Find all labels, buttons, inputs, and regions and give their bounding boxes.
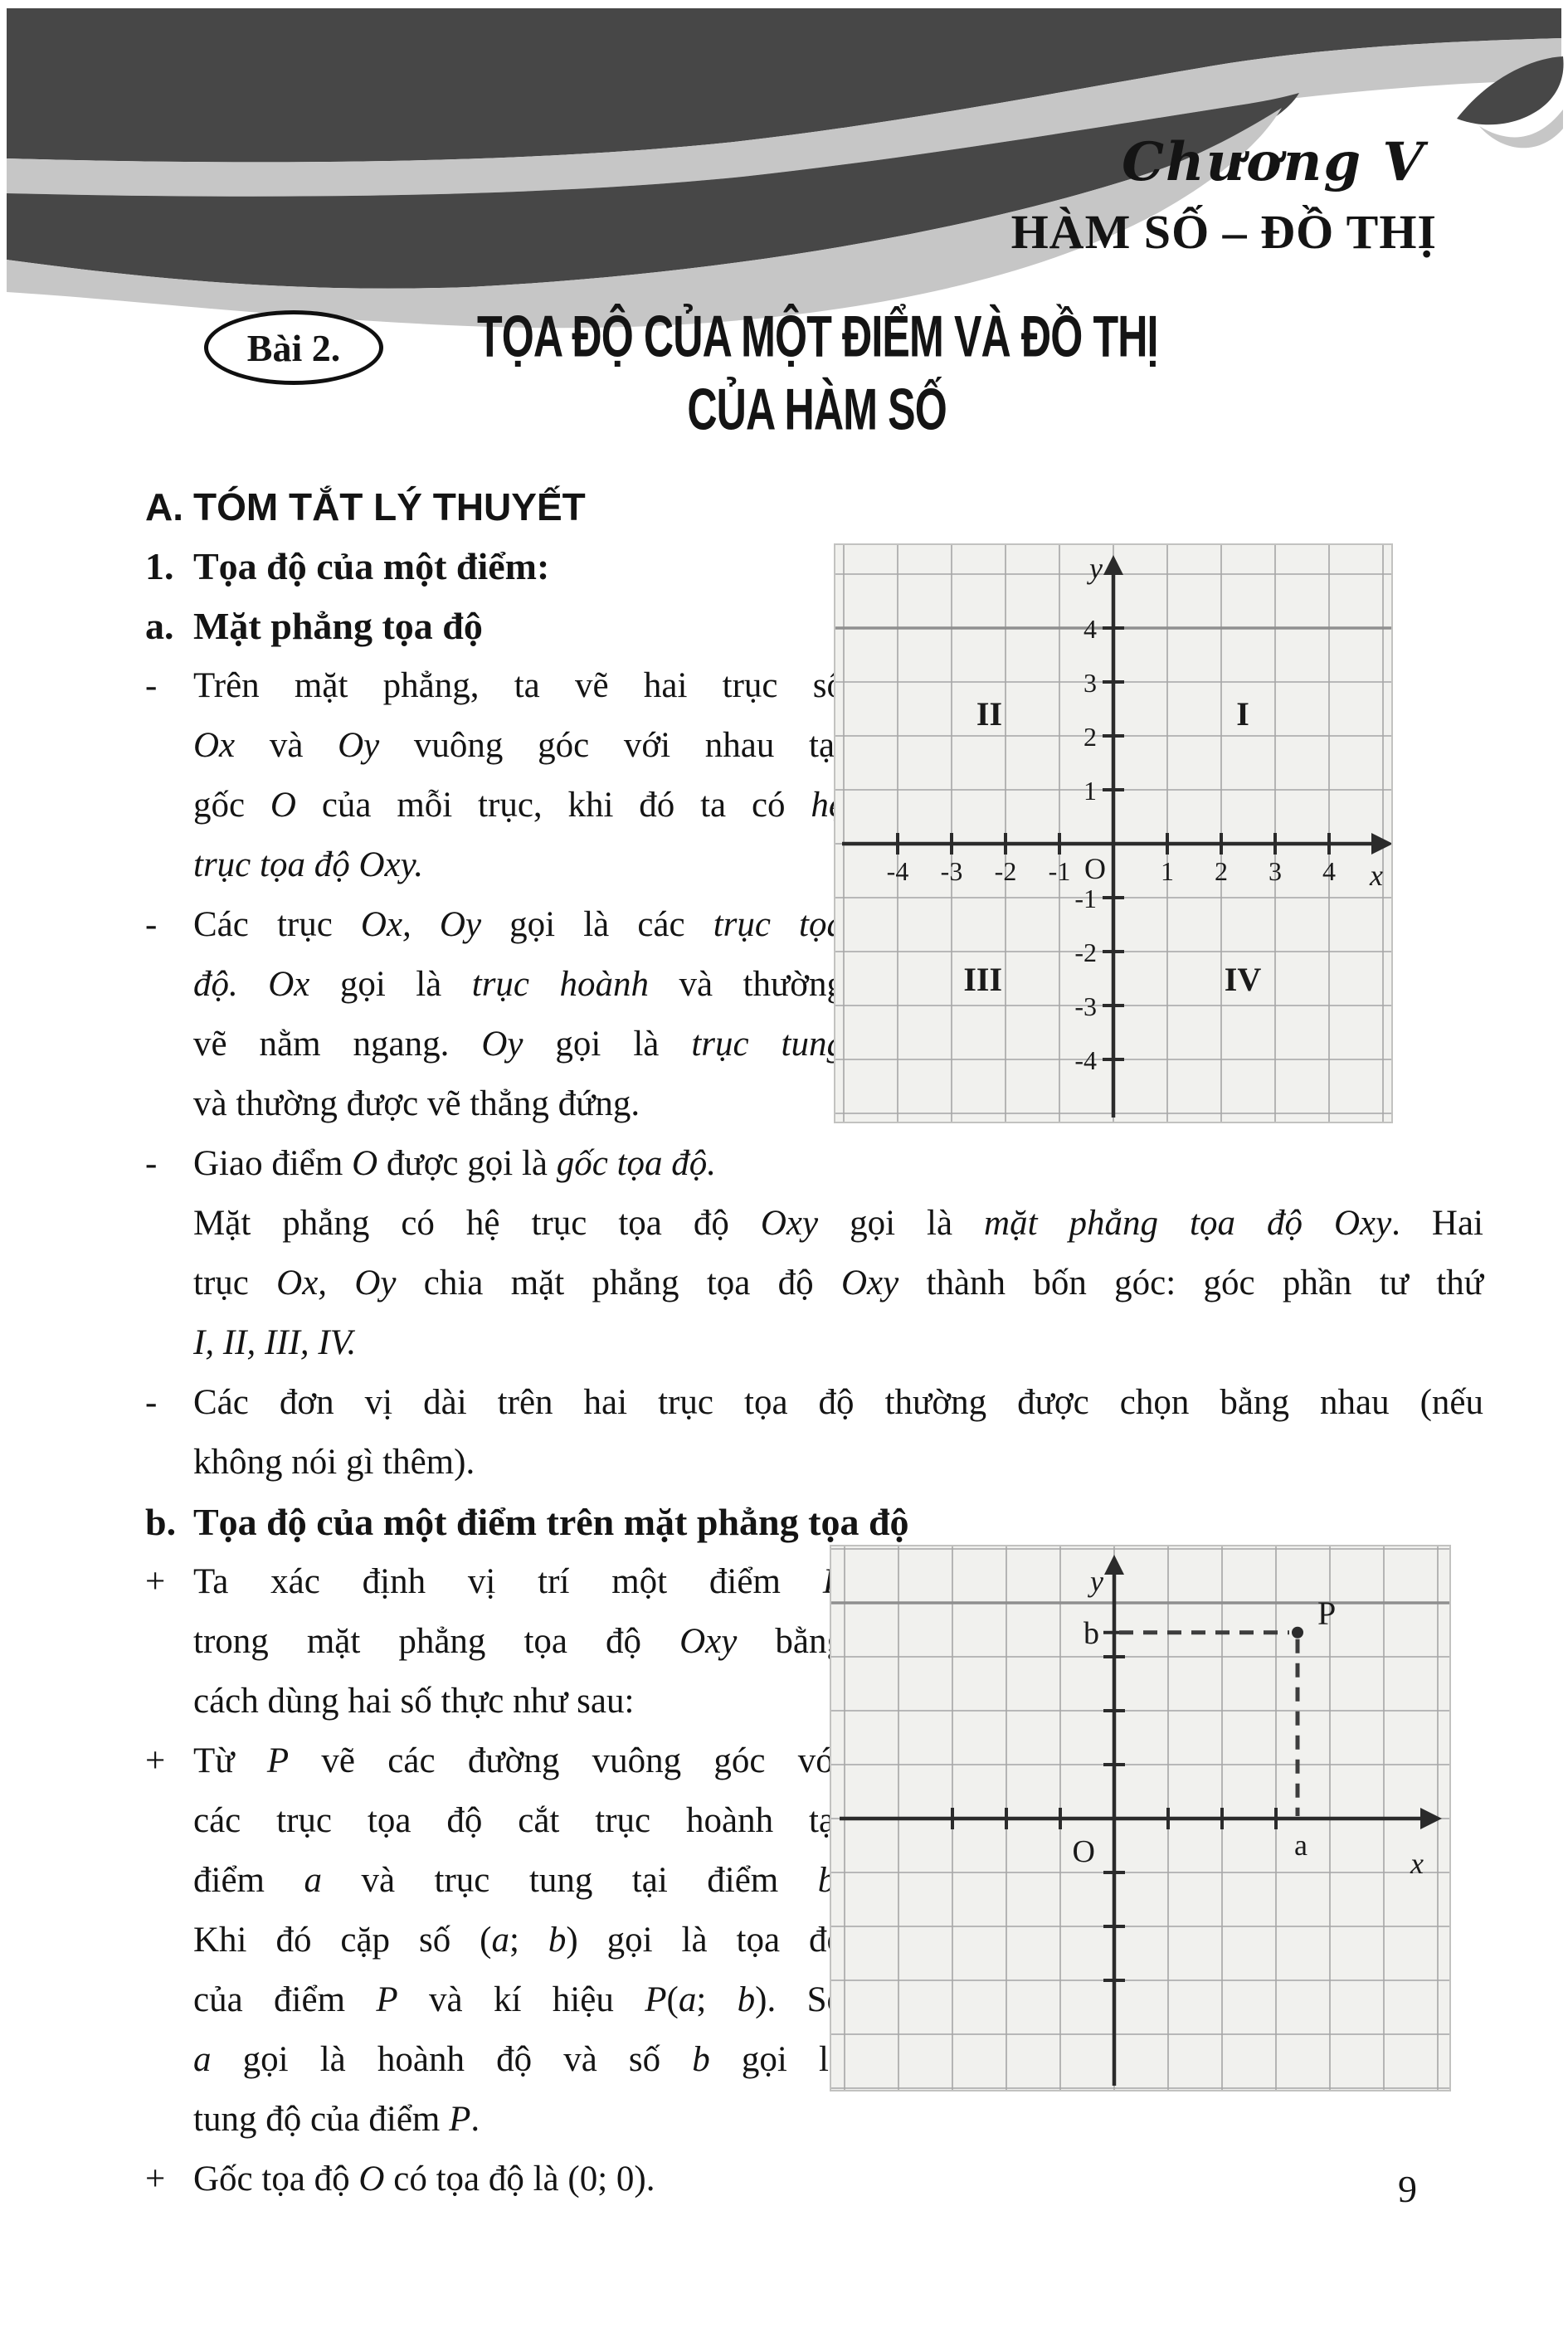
list-marker: +	[145, 2160, 166, 2199]
math-variable: P	[822, 1562, 845, 1601]
text-run: và kí hiệu	[397, 1980, 645, 2019]
text-run: gọi là hoành độ và số	[211, 2040, 693, 2079]
quadrant-label: II	[976, 695, 1003, 733]
text-line	[193, 1911, 845, 1970]
text-run: và	[235, 726, 338, 765]
text-run: tung độ của điểm	[193, 2100, 450, 2139]
list-marker: a.	[145, 605, 174, 647]
math-variable: trục tọa độ Oxy.	[193, 845, 424, 884]
text-line	[193, 477, 845, 537]
heading	[145, 537, 845, 597]
text-run: có tọa độ là (0; 0).	[384, 2160, 655, 2199]
text-run: Tọa độ của một điểm:	[193, 545, 550, 587]
text-run: bằng	[737, 1622, 845, 1661]
text-run: Mặt phẳng có hệ trục tọa độ	[193, 1204, 761, 1243]
paragraph	[145, 1194, 1483, 1373]
text-run: Từ	[193, 1741, 267, 1780]
text-run: gọi là	[523, 1025, 692, 1064]
quadrant-label: III	[963, 960, 1003, 998]
text-run: gọi là	[818, 1204, 985, 1243]
text-run: của mỗi trục, khi đó ta có	[295, 786, 811, 825]
math-variable: a	[491, 1921, 509, 1960]
y-tick-label: 2	[1083, 722, 1097, 752]
heading	[145, 597, 845, 656]
figure-point-coordinates	[830, 1545, 1451, 2091]
text-line	[193, 1313, 1483, 1373]
text-run: Mặt phẳng tọa độ	[193, 605, 483, 647]
text-run: Khi đó cặp số (	[193, 1921, 492, 1960]
text-run: ). Số	[755, 1980, 845, 2019]
math-variable: a	[304, 1861, 322, 1900]
fig1-y-axis-label: y	[1089, 552, 1103, 585]
math-variable: O	[358, 2160, 385, 2199]
text-line	[193, 656, 845, 716]
y-tick-label: 4	[1083, 614, 1097, 644]
text-run: . Hai	[1391, 1204, 1483, 1243]
y-tick-label: -2	[1074, 937, 1097, 967]
x-tick-label: -1	[1048, 856, 1071, 886]
text-run: các trục tọa độ cắt trục hoành tại	[193, 1801, 845, 1840]
text-run: thành bốn góc: góc phần tư thứ	[898, 1264, 1483, 1303]
math-variable: Oxy	[760, 1204, 819, 1243]
paragraph	[145, 895, 845, 1134]
text-run: ;	[696, 1980, 738, 2019]
math-variable: Ox, Oy	[360, 905, 482, 944]
paragraph	[145, 2150, 1483, 2209]
text-run: trục	[193, 1264, 277, 1303]
list-marker: -	[145, 1144, 158, 1183]
text-line	[193, 1791, 845, 1851]
text-run	[238, 965, 268, 1004]
list-marker: -	[145, 905, 158, 944]
text-run: Ta xác định vị trí một điểm	[193, 1562, 823, 1601]
text-run: Các đơn vị dài trên hai trục tọa độ thường được chọn bằng nhau (nếu	[193, 1383, 1483, 1422]
fig2-point-label: P	[1317, 1594, 1337, 1632]
fig2-y-axis-label: y	[1090, 1565, 1103, 1598]
math-variable: Ox	[193, 726, 236, 765]
paragraph	[145, 656, 845, 895]
math-variable: trục hoành	[471, 965, 649, 1004]
list-marker: A.	[145, 485, 183, 528]
text-run: ;	[509, 1921, 548, 1960]
text-run: gọi là các	[481, 905, 713, 944]
lesson-title	[390, 300, 1244, 446]
x-tick-label: -2	[994, 856, 1017, 886]
text-run: chia mặt phẳng tọa độ	[396, 1264, 841, 1303]
quadrant-label: I	[1236, 695, 1249, 733]
text-line	[193, 1493, 1483, 1552]
text-run: vuông góc với nhau tại	[379, 726, 845, 765]
text-run: cách dùng hai số thực như sau:	[193, 1682, 635, 1721]
paragraph	[145, 1373, 1483, 1493]
math-variable: I, II, III, IV.	[193, 1323, 357, 1362]
text-line	[193, 1672, 845, 1731]
chapter-title: HÀM SỐ – ĐỒ THỊ	[1010, 205, 1437, 259]
text-line	[193, 776, 845, 835]
x-axis-arrow-icon	[1371, 833, 1393, 855]
fig2-origin-label: O	[1072, 1834, 1095, 1869]
text-line	[193, 1194, 1483, 1254]
paragraph	[145, 1552, 845, 1731]
list-marker: b.	[145, 1501, 177, 1543]
list-marker: -	[145, 666, 158, 705]
x-tick-label: 1	[1161, 856, 1174, 886]
y-tick-label: 1	[1083, 776, 1097, 806]
math-variable: b	[692, 2040, 710, 2079]
text-line	[193, 1433, 1483, 1493]
math-variable: Ox	[268, 965, 310, 1004]
math-variable: P	[449, 2100, 471, 2139]
math-variable: Oxy	[679, 1622, 738, 1661]
text-run: điểm	[193, 1861, 304, 1900]
text-run: ) gọi là tọa độ	[566, 1921, 845, 1960]
math-variable: độ.	[193, 965, 238, 1004]
text-run: gọi là	[709, 2040, 845, 2079]
text-line	[193, 1134, 845, 1194]
page-number: 9	[1398, 2168, 1417, 2210]
x-tick-label: -4	[886, 856, 909, 886]
fig1-x-axis-label: x	[1370, 859, 1383, 892]
text-line	[193, 1373, 1483, 1433]
text-run: TÓM TẮT LÝ THUYẾT	[193, 485, 586, 528]
math-variable: a	[678, 1980, 697, 2019]
text-line	[193, 1074, 845, 1134]
text-run: gốc	[193, 786, 270, 825]
math-variable: gốc tọa độ.	[556, 1144, 717, 1183]
text-line	[193, 835, 845, 895]
text-line	[193, 1612, 845, 1672]
x-tick-label: 2	[1215, 856, 1228, 886]
heading	[145, 477, 845, 537]
x-tick-label: 4	[1322, 856, 1336, 886]
figure-coordinate-plane-quadrants	[834, 543, 1393, 1123]
math-variable: Ox, Oy	[276, 1264, 397, 1303]
lesson-title-line1: TỌA ĐỘ CỦA MỘT ĐIỂM VÀ ĐỒ THỊ	[476, 304, 1158, 370]
fig1-origin-label: O	[1084, 852, 1106, 885]
list-marker: +	[145, 1741, 166, 1780]
list-marker: +	[145, 1562, 166, 1601]
fig2-x-axis-label: x	[1410, 1847, 1424, 1880]
math-variable: trục tung	[691, 1025, 845, 1064]
math-variable: Oy	[338, 726, 380, 765]
math-variable: b	[737, 1980, 756, 2019]
y-axis-arrow-icon	[1103, 555, 1123, 575]
x-tick-label: -3	[940, 856, 963, 886]
math-variable: Oy	[481, 1025, 523, 1064]
math-variable: hệ	[811, 786, 845, 825]
math-variable: a	[193, 2040, 212, 2079]
text-line	[193, 2030, 845, 2090]
y-tick-label: -1	[1074, 884, 1097, 913]
text-run: trong mặt phẳng tọa độ	[193, 1622, 680, 1661]
math-variable: b	[548, 1921, 567, 1960]
text-line	[193, 716, 845, 776]
text-run: và trục tung tại điểm	[321, 1861, 818, 1900]
math-variable: O	[352, 1144, 378, 1183]
text-run: Trên mặt phẳng, ta vẽ hai trục số	[193, 666, 845, 705]
math-variable: O	[270, 786, 296, 825]
text-line	[193, 597, 845, 656]
list-marker: 1.	[145, 545, 174, 587]
lesson-badge-text: Bài 2.	[246, 326, 341, 369]
fig2-ordinate-label: b	[1083, 1615, 1099, 1651]
text-run: .	[835, 1861, 845, 1900]
math-variable: P	[266, 1741, 290, 1780]
text-line	[193, 1970, 845, 2030]
math-variable: P	[376, 1980, 398, 2019]
text-run: vẽ nằm ngang.	[193, 1025, 482, 1064]
text-line	[193, 895, 845, 955]
text-run: và thường được vẽ thẳng đứng.	[193, 1084, 640, 1123]
text-run: Giao điểm	[193, 1144, 353, 1183]
fig2-abscissa-label: a	[1294, 1829, 1307, 1862]
math-variable: b	[817, 1861, 836, 1900]
quadrant-label: IV	[1224, 960, 1262, 998]
text-line	[193, 1851, 845, 1911]
text-line	[193, 1552, 845, 1612]
paragraph	[145, 1731, 845, 2150]
point-P-dot	[1292, 1627, 1303, 1639]
math-variable: P	[645, 1980, 667, 2019]
text-line	[193, 1015, 845, 1074]
math-variable: mặt phẳng tọa độ Oxy	[984, 1204, 1392, 1243]
lesson-title-line2: CỦA HÀM SỐ	[687, 377, 947, 443]
text-run: không nói gì thêm).	[193, 1443, 475, 1482]
text-run: .	[470, 2100, 480, 2139]
y-tick-label: -3	[1074, 991, 1097, 1021]
list-marker: -	[145, 1383, 158, 1422]
y-axis-arrow-icon	[1104, 1555, 1124, 1575]
paragraph	[145, 1134, 845, 1194]
chapter-label: Chương V	[1122, 131, 1425, 193]
text-run: Gốc tọa độ	[193, 2160, 359, 2199]
text-run: gọi là	[309, 965, 472, 1004]
text-line	[193, 1254, 1483, 1313]
text-run: Tọa độ của một điểm trên mặt phẳng tọa độ	[193, 1501, 909, 1543]
math-variable: trục tọa	[713, 905, 845, 944]
y-tick-label: -4	[1074, 1045, 1097, 1075]
text-line	[193, 537, 845, 597]
text-line	[193, 955, 845, 1015]
x-axis-arrow-icon	[1420, 1808, 1442, 1829]
text-run: của điểm	[193, 1980, 377, 2019]
text-line	[193, 2150, 1483, 2209]
y-tick-label: 3	[1083, 668, 1097, 698]
x-tick-label: 3	[1269, 856, 1282, 886]
text-run: Các trục	[193, 905, 361, 944]
text-run: được gọi là	[377, 1144, 557, 1183]
text-run: và thường	[648, 965, 845, 1004]
text-line	[193, 2090, 845, 2150]
text-run: (	[666, 1980, 679, 2019]
text-line	[193, 1731, 845, 1791]
lesson-badge	[204, 310, 383, 385]
text-run: vẽ các đường vuông góc với	[289, 1741, 845, 1780]
heading	[145, 1493, 1483, 1552]
math-variable: Oxy	[840, 1264, 899, 1303]
